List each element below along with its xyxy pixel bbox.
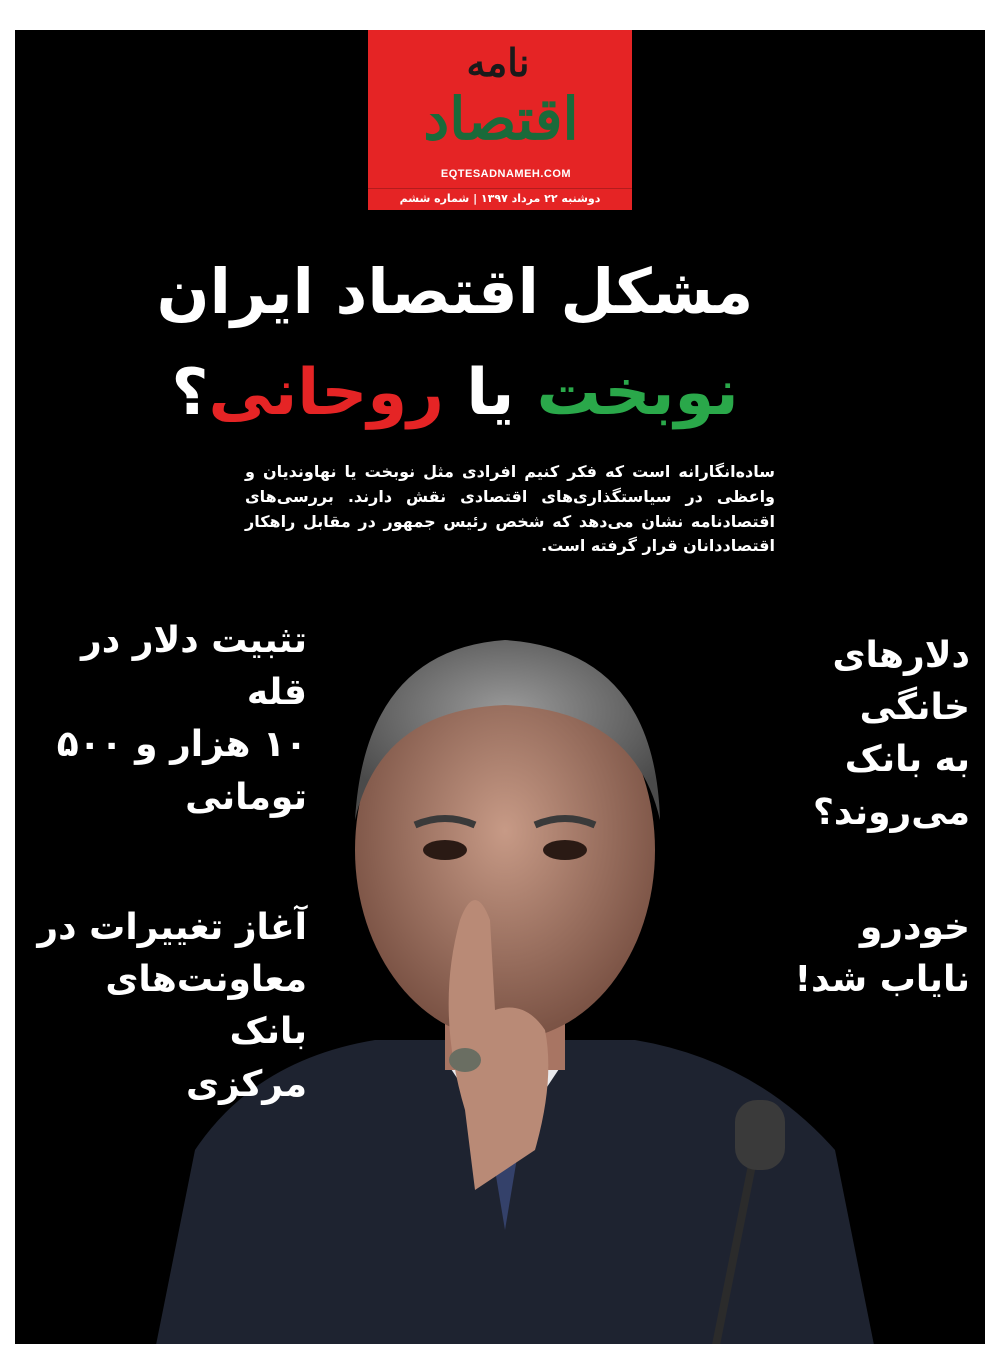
story-line: معاونت‌های بانک	[105, 959, 307, 1053]
story-line: تومانی	[185, 776, 307, 818]
logo-main-word: اقتصاد	[423, 85, 579, 153]
story-central-bank-changes[interactable]	[37, 902, 307, 1111]
headline-word-or: یا	[466, 356, 515, 430]
story-line: تثبیت دلار در قله	[81, 620, 307, 714]
story-cars-scarce[interactable]	[730, 902, 970, 1006]
lead-paragraph: ساده‌انگارانه است که فکر کنیم افرادی مثل نوبخت یا نهاوندیان و واعظی در سیاستگذاری‌های اقتصادی نقش دارند. بررسی‌های اقتصادنامه نشان می‌دهد که شخص رئیس جمهور در مقابل راهکار اقتصاددانان قرار گرفته است.	[245, 462, 775, 556]
headline-word-red: روحانی	[208, 356, 444, 430]
headline-question-mark: ؟	[171, 356, 209, 430]
headline-line-2	[135, 355, 775, 432]
story-line: می‌روند؟	[812, 791, 970, 833]
story-home-dollars[interactable]	[730, 630, 970, 839]
story-line: نایاب شد!	[794, 959, 970, 1001]
story-line: خودرو	[859, 907, 970, 948]
headline-word-green: نوبخت	[536, 356, 739, 430]
story-line: ۱۰ هزار و ۵۰۰	[56, 724, 307, 766]
story-dollar-peak[interactable]	[37, 615, 307, 824]
logo-url: EQTESADNAMEH.COM	[440, 168, 572, 180]
story-line: به بانک	[844, 739, 970, 781]
magazine-cover	[15, 30, 985, 1344]
masthead	[368, 30, 632, 210]
logo-top-word: نامه	[466, 40, 530, 85]
story-line: مرکزی	[185, 1063, 307, 1105]
story-line: دلارهای خانگی	[832, 635, 970, 729]
headline-line-1: مشکل اقتصاد ایران	[156, 255, 754, 328]
issue-date-line: دوشنبه ۲۲ مرداد ۱۳۹۷ | شماره ششم	[368, 188, 632, 209]
story-line: آغاز تغییرات در	[37, 907, 307, 948]
